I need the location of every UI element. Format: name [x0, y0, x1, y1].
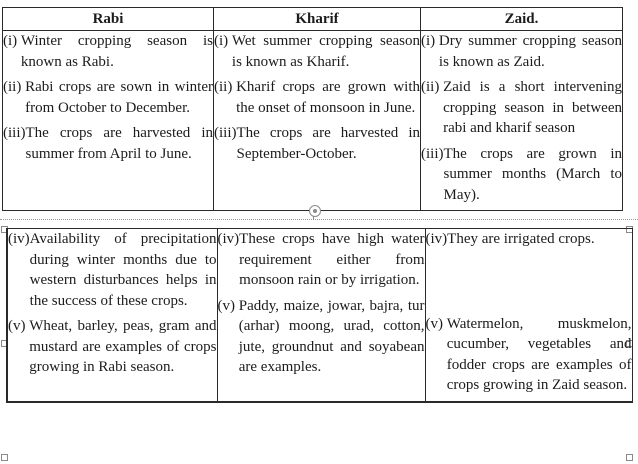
crop-seasons-table-bottom[interactable]: [6, 228, 633, 403]
list-item: (ii) Zaid is a short intervening cropping season in between rabi and kharif season: [421, 79, 622, 136]
list-item: (ii) Kharif crops are grown with the onset of monsoon in June.: [214, 79, 420, 116]
resize-handle-bottom-right[interactable]: [626, 454, 633, 461]
list-item: (iii) The crops are harvested in summer from April to June.: [3, 125, 213, 162]
list-item: (v) Paddy, maize, jowar, bajra, tur (arhar) moong, urad, cotton, jute, groundnut and soyabean are examples.: [217, 297, 425, 375]
header-rabi: Rabi: [3, 8, 214, 31]
list-item: (iii) The crops are harvested in September-October.: [214, 125, 420, 162]
list-item: (iv) They are irrigated crops.: [425, 231, 595, 247]
header-zaid: Zaid.: [421, 8, 623, 31]
list-item: (iii) The crops are grown in summer months (March to May).: [421, 145, 622, 203]
resize-handle-bottom-left[interactable]: [1, 454, 8, 461]
table-row: [3, 31, 623, 211]
list-item: (iv) These crops have high water requirement either from monsoon rain or by irrigation.: [217, 231, 425, 288]
selection-border: [0, 219, 638, 220]
list-item: (i) Winter cropping season is known as Rabi.: [3, 33, 213, 70]
list-item: (i) Dry summer cropping season is known as Zaid.: [421, 33, 622, 70]
list-item: (iv) Availability of precipitation during winter months due to western disturbances helps in the success of these crops.: [8, 231, 217, 309]
zaid-cell: [425, 229, 632, 402]
header-row: [3, 8, 623, 31]
header-kharif: Kharif: [214, 8, 421, 31]
rotate-handle-icon[interactable]: [309, 205, 321, 217]
list-item: (v) Wheat, barley, peas, gram and mustard are examples of crops growing in Rabi season.: [8, 318, 217, 375]
list-item: (ii) Rabi crops are sown in winter from October to December.: [3, 79, 213, 116]
rabi-cell: [3, 31, 214, 211]
kharif-cell: [214, 31, 421, 211]
crop-seasons-table-top: [2, 7, 623, 211]
rabi-cell: [7, 229, 217, 402]
list-item: (v) Watermelon, muskmelon, cucumber, vegetables and fodder crops are examples of crops growing in Zaid season.: [425, 315, 632, 393]
table-row: [7, 229, 632, 402]
zaid-cell: [421, 31, 623, 211]
kharif-cell: [217, 229, 425, 402]
list-item: (i) Wet summer cropping season is known as Kharif.: [214, 33, 420, 70]
